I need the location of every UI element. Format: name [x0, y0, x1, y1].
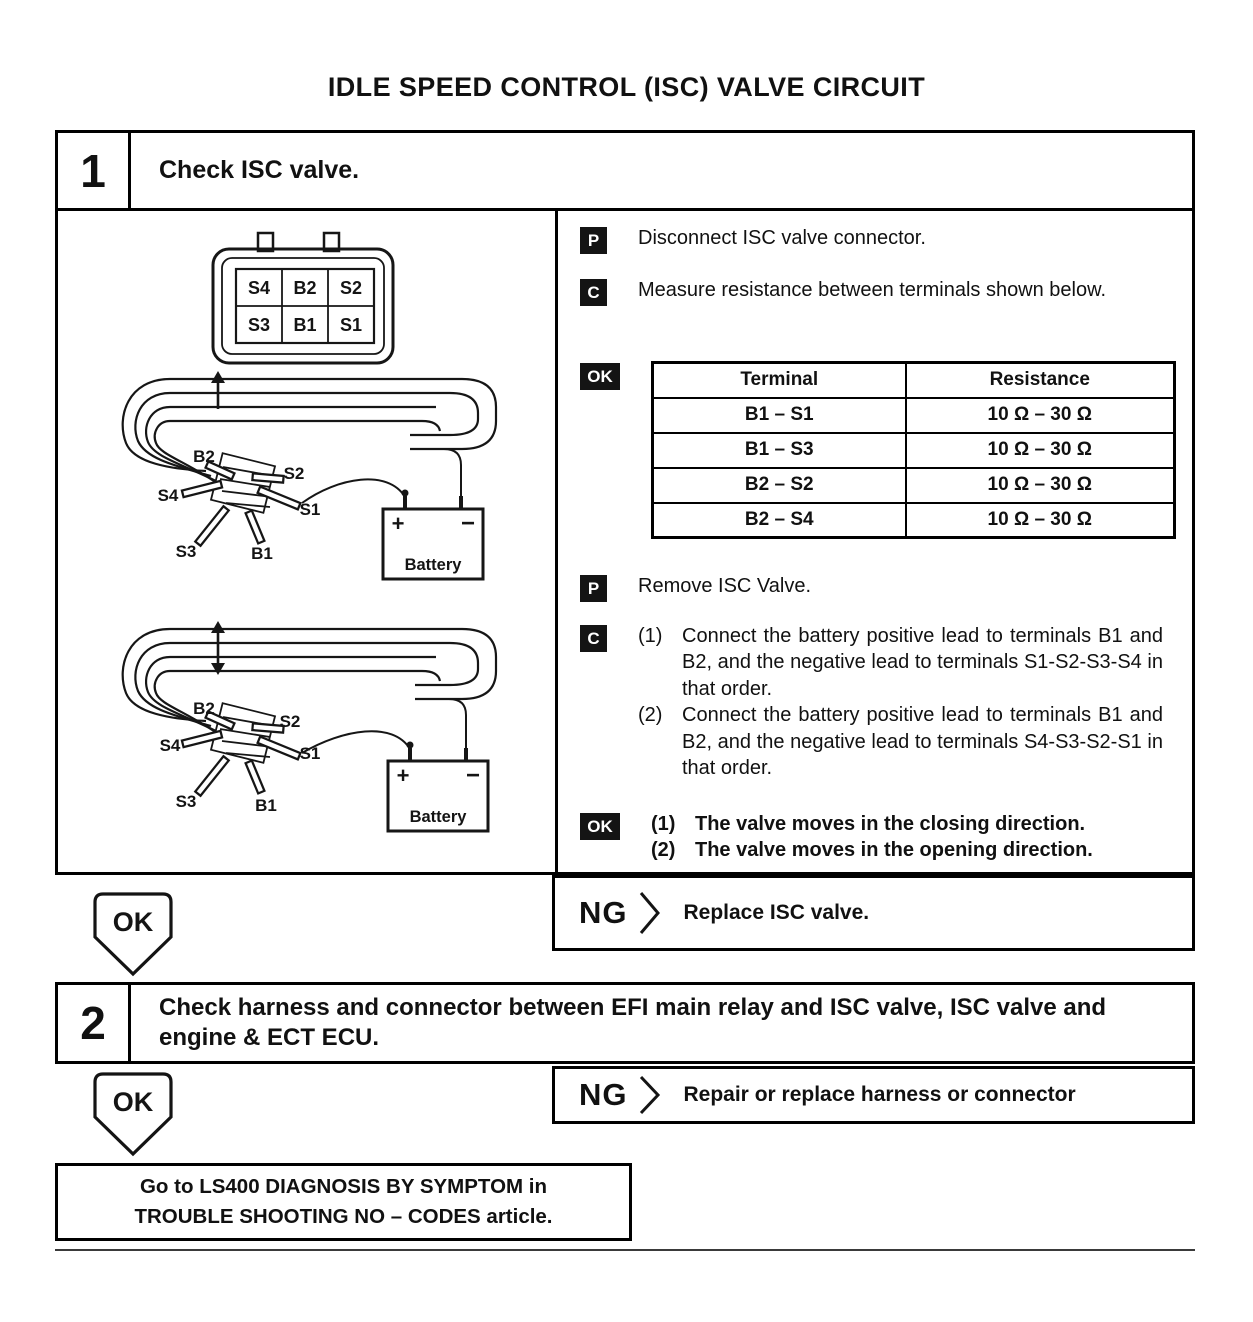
step2-number: 2	[58, 985, 131, 1061]
ok-badge: OK	[580, 363, 620, 390]
table-row	[653, 433, 1175, 468]
terminal-cell: B1 – S1	[653, 398, 906, 433]
p-badge: P	[580, 227, 607, 254]
ok-badge: OK	[580, 813, 620, 840]
item-number: (2)	[638, 704, 663, 727]
step1-ok-marker	[90, 890, 176, 978]
action-text: Remove ISC Valve.	[638, 575, 812, 597]
step1-header	[58, 133, 1192, 211]
action-remove	[558, 573, 1163, 602]
ng-action-text: Repair or replace harness or connector	[683, 1083, 1076, 1106]
list-item	[651, 811, 1176, 837]
pin-label-s4: S4	[157, 486, 179, 505]
goto-note-line2: TROUBLE SHOOTING NO – CODES article.	[134, 1205, 553, 1228]
connector-cell-s1: S1	[339, 315, 363, 335]
step1-box	[55, 130, 1195, 875]
battery-2	[299, 699, 488, 831]
pin-label-s3: S3	[175, 542, 197, 561]
item-number: (1)	[638, 625, 663, 647]
ok-result	[558, 811, 1176, 864]
terminal-cell: B2 – S4	[653, 503, 906, 538]
illustration-area	[58, 211, 555, 872]
page-title: IDLE SPEED CONTROL (ISC) VALVE CIRCUIT	[327, 72, 926, 102]
c-badge: C	[580, 279, 607, 306]
ng-chevron-icon	[638, 1074, 662, 1116]
pin-label-b2: B2	[193, 447, 215, 466]
battery-minus-sign: −	[460, 510, 476, 537]
step1-ng-row	[552, 875, 1195, 951]
list-item	[638, 702, 1163, 781]
ng-action-text: Replace ISC valve.	[683, 901, 870, 924]
step1-number: 1	[58, 133, 131, 208]
action-connect-battery	[558, 623, 1163, 781]
battery-label: Battery	[409, 808, 467, 826]
action-text: Measure resistance between terminals shown below.	[638, 279, 1107, 301]
step2-ok-marker	[90, 1070, 176, 1158]
item-text: The valve moves in the opening direction.	[695, 839, 1093, 862]
table-row	[653, 398, 1175, 433]
c-badge: C	[580, 625, 607, 652]
action-text: Disconnect ISC valve connector.	[638, 227, 926, 249]
terminal-cell: B2 – S2	[653, 468, 906, 503]
step2-box	[55, 982, 1195, 1064]
ng-label: NG	[579, 1077, 628, 1112]
resistance-cell: 10 Ω – 30 Ω	[906, 503, 1175, 538]
ng-label: NG	[579, 895, 628, 930]
p-badge: P	[580, 575, 607, 602]
resistance-cell: 10 Ω – 30 Ω	[906, 398, 1175, 433]
pin-label-s4: S4	[159, 736, 181, 755]
item-text: Connect the battery positive lead to terminals B1 and B2, and the negative lead to terminals S4-S3-S2-S1 in that order.	[682, 704, 1163, 779]
battery-label: Battery	[404, 556, 462, 574]
pin-label-b1: B1	[251, 544, 273, 563]
pin-label-s3: S3	[175, 792, 197, 811]
goto-note-line1: Go to LS400 DIAGNOSIS BY SYMPTOM in	[139, 1175, 548, 1199]
step2-title: Check harness and connector between EFI main relay and ISC valve, ISC valve and engine & ECT ECU.	[159, 994, 1107, 1051]
item-text: Connect the battery positive lead to terminals B1 and B2, and the negative lead to terminals S1-S2-S3-S4 in that order.	[682, 625, 1163, 700]
battery-plus-sign: +	[391, 511, 405, 536]
pin-label-s1: S1	[299, 744, 321, 763]
battery-plus-sign: +	[396, 763, 410, 788]
step1-title: Check ISC valve.	[159, 156, 360, 184]
connector-cell-s3: S3	[247, 315, 271, 335]
ok-flow-label: OK	[112, 907, 154, 937]
wiring-diagram-1	[123, 371, 496, 579]
ng-chevron-icon	[638, 890, 662, 936]
table-header-resistance: Resistance	[906, 363, 1175, 398]
ok-arrow-shape	[90, 890, 176, 978]
wiring-diagram-2	[123, 621, 496, 831]
list-item	[638, 623, 1163, 702]
connector-cell-s4: S4	[247, 278, 271, 298]
pin-label-s2: S2	[279, 712, 301, 731]
bottom-divider	[55, 1249, 1195, 1251]
pin-label-s1: S1	[299, 500, 321, 519]
list-item	[651, 837, 1176, 863]
ok-flow-label: OK	[112, 1087, 154, 1117]
pin-label-b2: B2	[193, 699, 215, 718]
procedure-area	[555, 211, 1192, 872]
terminal-cell: B1 – S3	[653, 433, 906, 468]
connector-cell-b1: B1	[293, 315, 317, 335]
connector-cell-s2: S2	[339, 278, 363, 298]
action-disconnect	[558, 225, 1163, 254]
item-number: (2)	[651, 839, 676, 862]
table-row	[653, 503, 1175, 538]
resistance-table	[651, 361, 1176, 539]
isc-connector-diagram	[213, 233, 393, 363]
action-measure	[558, 277, 1163, 306]
step2-ng-row	[552, 1066, 1195, 1124]
battery-minus-sign: −	[465, 762, 481, 789]
resistance-cell: 10 Ω – 30 Ω	[906, 468, 1175, 503]
goto-note-box	[55, 1163, 632, 1241]
pin-label-s2: S2	[283, 464, 305, 483]
connector-cell-b2: B2	[293, 278, 317, 298]
battery-1	[299, 449, 483, 579]
table-header-terminal: Terminal	[653, 363, 906, 398]
table-header-row	[653, 363, 1175, 398]
resistance-cell: 10 Ω – 30 Ω	[906, 433, 1175, 468]
pin-label-b1: B1	[255, 796, 277, 815]
valve-up-arrow-icon	[211, 371, 225, 409]
resistance-spec	[558, 361, 1176, 539]
item-number: (1)	[651, 813, 676, 835]
isc-valve-illustration	[58, 211, 555, 872]
ok-arrow-shape	[90, 1070, 176, 1158]
item-text: The valve moves in the closing direction.	[695, 813, 1086, 835]
table-row	[653, 468, 1175, 503]
